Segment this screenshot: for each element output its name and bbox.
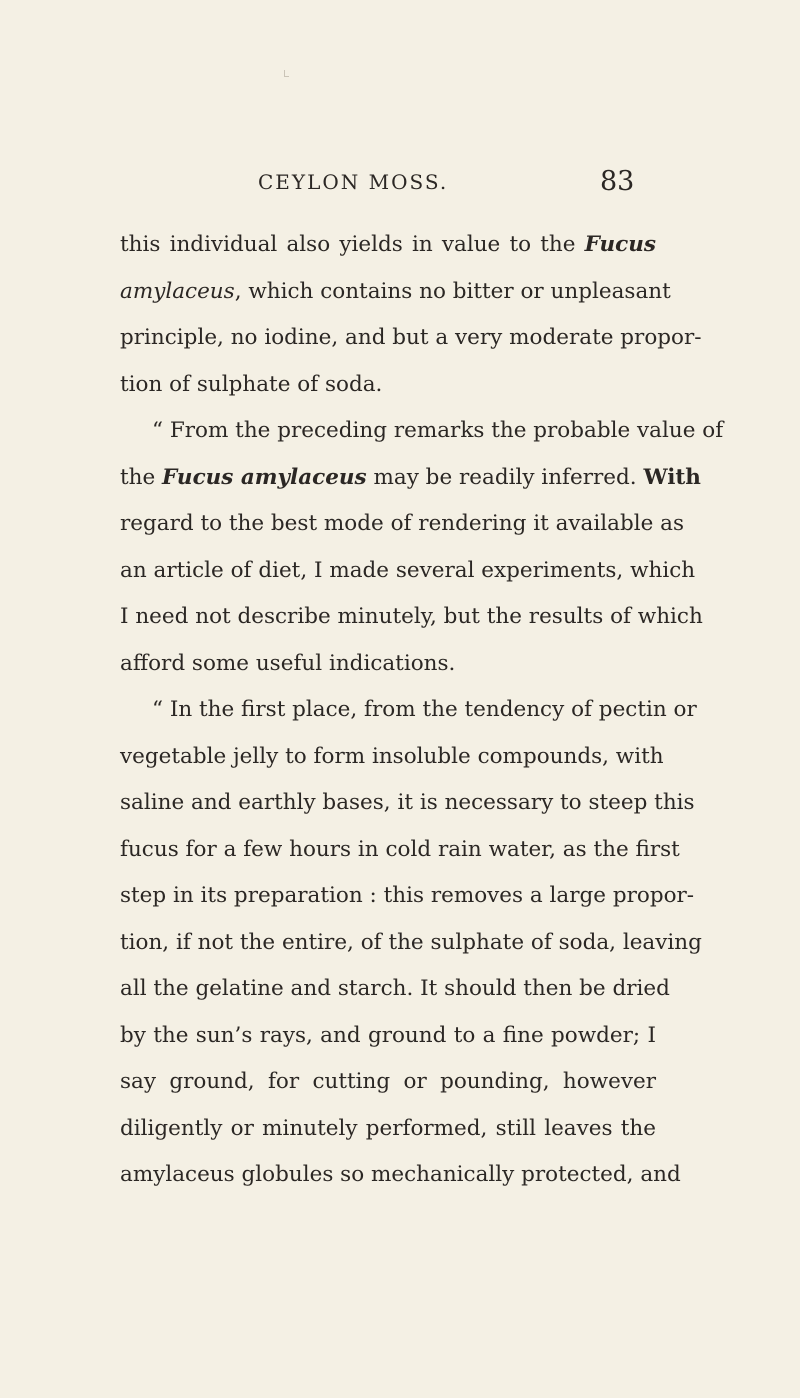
text-line: tion, if not the entire, of the sulphate of soda, leaving — [120, 929, 702, 955]
text-line: afford some useful indications. — [120, 650, 456, 676]
text-line: by the sun’s rays, and ground to a fine powder; I — [120, 1022, 656, 1048]
text-line: principle, no iodine, and but a very moderate propor- — [120, 325, 702, 350]
text-line: step in its preparation : this removes a large propor- — [120, 883, 695, 908]
page-header — [0, 166, 800, 204]
text-line: diligently or minutely performed, still leaves the — [120, 1115, 656, 1141]
text-line: all the gelatine and starch. It should then be dried — [120, 976, 670, 1001]
text-line: amylaceus, which contains no bitter or unpleasant — [120, 278, 671, 304]
text-line: fucus for a few hours in cold rain water, as the first — [120, 836, 680, 862]
text-line: an article of diet, I made several experiments, which — [120, 557, 696, 583]
text-line: saline and earthly bases, it is necessary to steep this — [120, 790, 695, 815]
text-line: say ground, for cutting or pounding, however — [120, 1069, 656, 1094]
paragraph-start: “ From the preceding remarks the probable value of — [152, 418, 724, 443]
page-blemish — [284, 70, 289, 77]
text-line: amylaceus globules so mechanically protected, and — [120, 1162, 681, 1187]
paragraph-start: “ In the first place, from the tendency of pectin or — [152, 697, 697, 722]
text-line: regard to the best mode of rendering it available as — [120, 511, 684, 536]
running-title: CEYLON MOSS. — [258, 170, 449, 194]
text-line: this individual also yields in value to the Fucus — [120, 232, 656, 257]
body-text — [120, 222, 724, 1199]
text-line: the Fucus amylaceus may be readily inferred. With — [120, 464, 701, 490]
text-line: tion of sulphate of soda. — [120, 371, 383, 397]
page-number: 83 — [600, 166, 635, 197]
text-line: vegetable jelly to form insoluble compounds, with — [120, 743, 664, 769]
text-line: I need not describe minutely, but the results of which — [120, 604, 703, 629]
